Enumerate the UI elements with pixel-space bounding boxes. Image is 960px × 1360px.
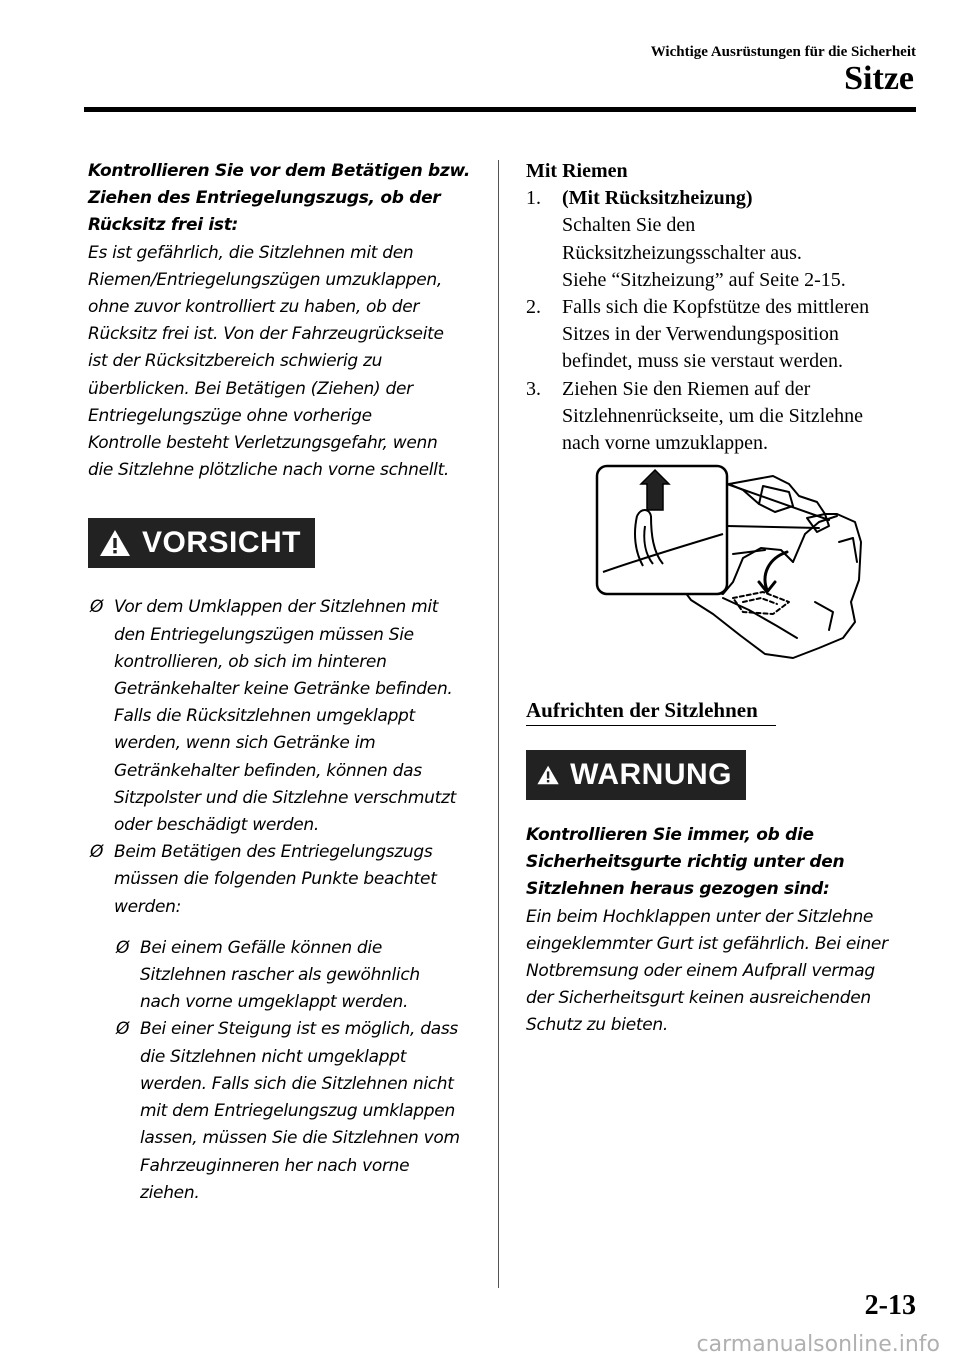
warning-triangle-icon — [536, 760, 560, 790]
warning-label: WARNUNG — [570, 758, 732, 791]
header-rule — [84, 107, 916, 112]
seat-strap-illustration — [593, 462, 889, 678]
text-line: Beim Betätigen des Entriegelungszugs — [114, 842, 433, 863]
text-line: den Entriegelungszügen müssen Sie — [114, 624, 414, 645]
column-divider — [498, 160, 499, 1288]
section-title: Wichtige Ausrüstungen für die Sicherheit — [650, 44, 916, 60]
text-line: Getränkehalter befinden, können das — [114, 760, 422, 781]
text-line: Falls sich die Kopfstütze des mittleren — [562, 296, 870, 319]
list-item — [88, 594, 484, 839]
warning-body — [88, 240, 484, 485]
text-line: Rücksitzheizungsschalter aus. — [562, 241, 802, 264]
caution-list — [88, 594, 484, 1206]
step-item — [526, 185, 926, 294]
text-line: oder beschädigt werden. — [114, 815, 319, 836]
step-number: 2. — [526, 296, 541, 319]
subsection-heading: Aufrichten der Sitzlehnen — [526, 698, 776, 726]
steps-list — [526, 185, 926, 457]
text-line: Bei einem Gefälle können die — [140, 937, 382, 958]
text-line: Notbremsung oder einem Aufprall vermag — [526, 961, 875, 982]
text-line: Ziehen Sie den Riemen auf der — [562, 377, 811, 400]
step-item — [526, 294, 926, 376]
bullet-arrow-icon: Ø — [90, 597, 104, 618]
warning-block — [526, 750, 926, 1040]
list-item — [88, 839, 484, 1207]
text-line: Ziehen des Entriegelungszugs, ob der — [88, 188, 441, 209]
page-number: 2-13 — [864, 1290, 916, 1321]
bullet-arrow-icon: Ø — [116, 1019, 130, 1040]
step-item — [526, 376, 926, 458]
watermark: carmanualsonline.info — [696, 1332, 940, 1357]
warning-heading — [88, 158, 484, 240]
text-line: Entriegelungszüge ohne vorherige — [88, 405, 372, 426]
text-line: Bei einer Steigung ist es möglich, dass — [140, 1019, 458, 1040]
page-title: Sitze — [844, 60, 914, 97]
warning-body — [526, 904, 926, 1040]
text-line: Schalten Sie den — [562, 214, 696, 237]
text-line: werden: — [114, 896, 182, 917]
text-line: Rücksitz frei ist: — [88, 215, 239, 236]
bullet-arrow-icon: Ø — [116, 937, 130, 958]
warning-triangle-icon — [98, 528, 132, 558]
step-number: 3. — [526, 377, 541, 400]
text-line: werden. Falls sich die Sitzlehnen nicht — [140, 1073, 454, 1094]
text-line: Sitzes in der Verwendungsposition — [562, 323, 839, 346]
text-line: Ein beim Hochklappen unter der Sitzlehne — [526, 906, 874, 927]
caution-label: VORSICHT — [142, 526, 302, 560]
text-line: Riemen/Entriegelungszügen umzuklappen, — [88, 269, 443, 290]
list-item — [114, 1016, 484, 1206]
text-line: nach vorne umzuklappen. — [562, 432, 769, 455]
text-line: eingeklemmter Gurt ist gefährlich. Bei einer — [526, 933, 888, 954]
text-line: nach vorne umgeklappt werden. — [140, 992, 409, 1013]
text-line: ist der Rücksitzbereich schwierig zu — [88, 351, 383, 372]
text-line: Sitzlehnenrückseite, um die Sitzlehne — [562, 404, 864, 427]
step-title: (Mit Rücksitzheizung) — [562, 187, 753, 210]
text-line: überblicken. Bei Betätigen (Ziehen) der — [88, 378, 413, 399]
text-line: Fahrzeuginneren her nach vorne — [140, 1155, 410, 1176]
sub-list — [114, 935, 484, 1207]
warning-badge — [526, 750, 746, 800]
text-line: werden, wenn sich Getränke im — [114, 733, 376, 754]
text-line: befindet, muss sie verstaut werden. — [562, 350, 844, 373]
text-line: Kontrollieren Sie immer, ob die — [526, 825, 814, 845]
text-line: ohne zuvor kontrolliert zu haben, ob der — [88, 297, 420, 318]
text-line: Getränkehalter keine Getränke befinden. — [114, 679, 453, 700]
text-line: lassen, müssen Sie die Sitzlehnen vom — [140, 1128, 460, 1149]
warning-heading — [526, 822, 926, 904]
caution-badge — [88, 518, 315, 568]
list-item — [114, 935, 484, 1017]
text-line: Rücksitz frei ist. Von der Fahrzeugrückseite — [88, 324, 444, 345]
text-line: Sicherheitsgurte richtig unter den — [526, 852, 845, 873]
text-line: Es ist gefährlich, die Sitzlehnen mit den — [88, 242, 414, 263]
step-number: 1. — [526, 187, 541, 210]
section-heading: Mit Riemen — [526, 160, 628, 182]
text-line: Siehe “Sitzheizung” auf Seite 2-15. — [562, 268, 846, 291]
text-line: mit dem Entriegelungszug umklappen — [140, 1101, 455, 1122]
text-line: Vor dem Umklappen der Sitzlehnen mit — [114, 597, 439, 618]
text-line: Sitzlehnen rascher als gewöhnlich — [140, 965, 420, 986]
text-line: ziehen. — [140, 1182, 200, 1203]
text-line: kontrollieren, ob sich im hinteren — [114, 651, 387, 672]
text-line: die Sitzlehnen nicht umgeklappt — [140, 1046, 407, 1067]
left-column — [88, 158, 484, 1207]
text-line: Kontrolle besteht Verletzungsgefahr, wenn — [88, 433, 438, 454]
text-line: Schutz zu bieten. — [526, 1015, 668, 1036]
bullet-arrow-icon: Ø — [90, 842, 104, 863]
text-line: der Sicherheitsgurt keinen ausreichenden — [526, 988, 871, 1009]
text-line: müssen die folgenden Punkte beachtet — [114, 869, 437, 890]
text-line: Sitzpolster und die Sitzlehne verschmutzt — [114, 787, 456, 808]
text-line: die Sitzlehne plötzliche nach vorne schnellt. — [88, 460, 450, 481]
text-line: Sitzlehnen heraus gezogen sind: — [526, 879, 830, 900]
text-line: Falls die Rücksitzlehnen umgeklappt — [114, 706, 415, 727]
text-line: Kontrollieren Sie vor dem Betätigen bzw. — [88, 161, 470, 181]
right-column — [526, 158, 926, 457]
